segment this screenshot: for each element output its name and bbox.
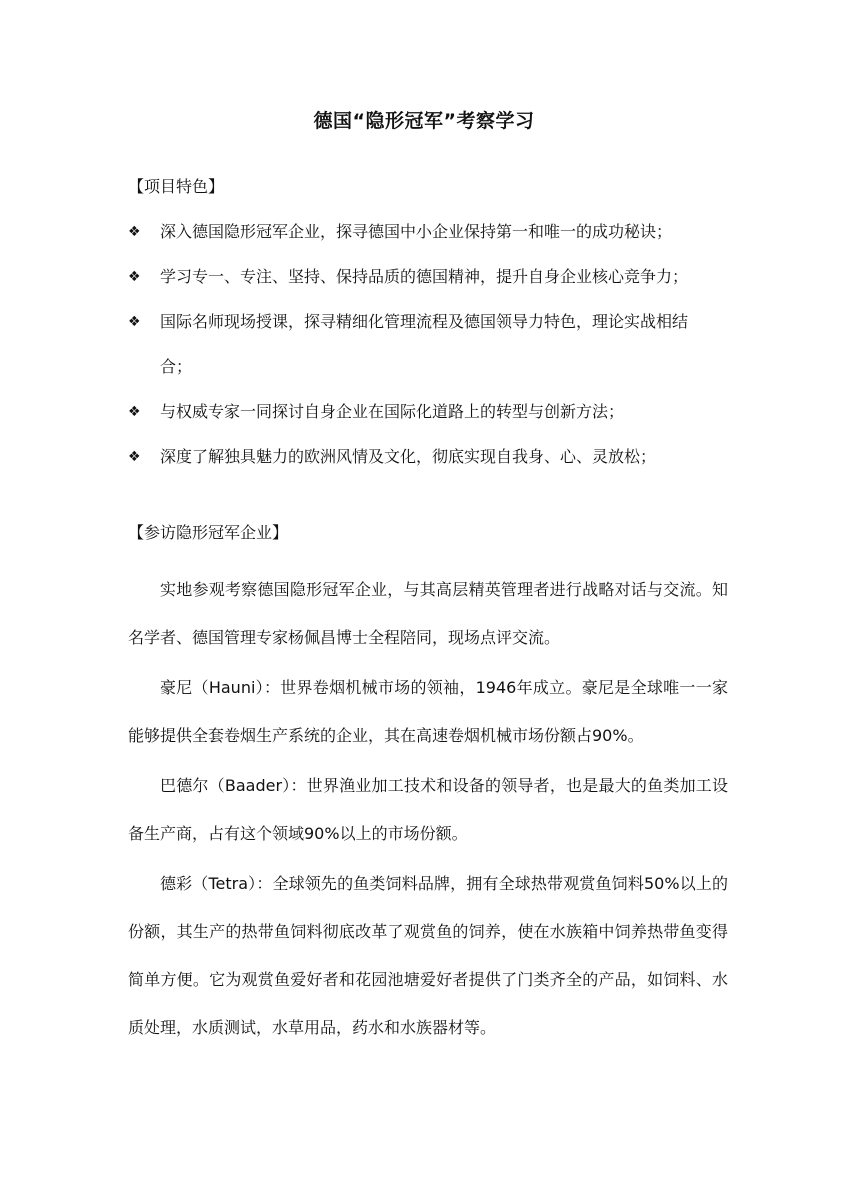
list-item — [128, 220, 728, 244]
diamond-bullet-icon: ❖ — [128, 224, 141, 240]
list-item — [128, 445, 728, 469]
bullet-text: 学习专一、专注、坚持、保持品质的德国精神，提升自身企业核心竞争力； — [160, 267, 689, 286]
section-heading-features: 【项目特色】 — [128, 177, 225, 196]
diamond-bullet-icon: ❖ — [128, 314, 141, 330]
paragraph-intro: 实地参观考察德国隐形冠军企业，与其高层精英管理者进行战略对话与交流。知名学者、德国管理专家杨佩昌博士全程陪同，现场点评交流。 — [128, 580, 728, 647]
bullet-text: 与权威专家一同探讨自身企业在国际化道路上的转型与创新方法； — [160, 402, 625, 421]
section-heading-visits: 【参访隐形冠军企业】 — [128, 523, 289, 542]
feature-bullet-list — [128, 220, 728, 490]
list-item — [128, 400, 728, 424]
paragraph-hauni: 豪尼（Hauni）：世界卷烟机械市场的领袖，1946年成立。豪尼是全球唯一一家能够提供全套卷烟生产系统的企业，其在高速卷烟机械市场份额占90%。 — [128, 678, 728, 745]
bullet-text-continuation: 合； — [160, 357, 193, 376]
list-item — [128, 265, 728, 289]
diamond-bullet-icon: ❖ — [128, 269, 141, 285]
paragraph-tetra: 德彩（Tetra）：全球领先的鱼类饲料品牌，拥有全球热带观赏鱼饲料50%以上的份额，其生产的热带鱼饲料彻底改革了观赏鱼的饲养，使在水族箱中饲养热带鱼变得简单方便。它为观赏鱼爱好者和花园池塘爱好者提供了门类齐全的产品，如饲料、水质处理，水质测试，水草用品，药水和水族器材等。 — [128, 874, 728, 1037]
bullet-text: 深入德国隐形冠军企业，探寻德国中小企业保持第一和唯一的成功秘诀； — [160, 222, 673, 241]
diamond-bullet-icon: ❖ — [128, 404, 141, 420]
list-item — [128, 310, 728, 379]
bullet-text: 国际名师现场授课，探寻精细化管理流程及德国领导力特色，理论实战相结 — [160, 312, 689, 331]
paragraph-baader: 巴德尔（Baader）：世界渔业加工技术和设备的领导者，也是最大的鱼类加工设备生产商，占有这个领域90%以上的市场份额。 — [128, 776, 728, 843]
visits-body — [128, 566, 728, 1052]
bullet-text: 深度了解独具魅力的欧洲风情及文化，彻底实现自我身、心、灵放松； — [160, 447, 657, 466]
diamond-bullet-icon: ❖ — [128, 449, 141, 465]
page-title: 德国“隐形冠军”考察学习 — [313, 110, 535, 132]
